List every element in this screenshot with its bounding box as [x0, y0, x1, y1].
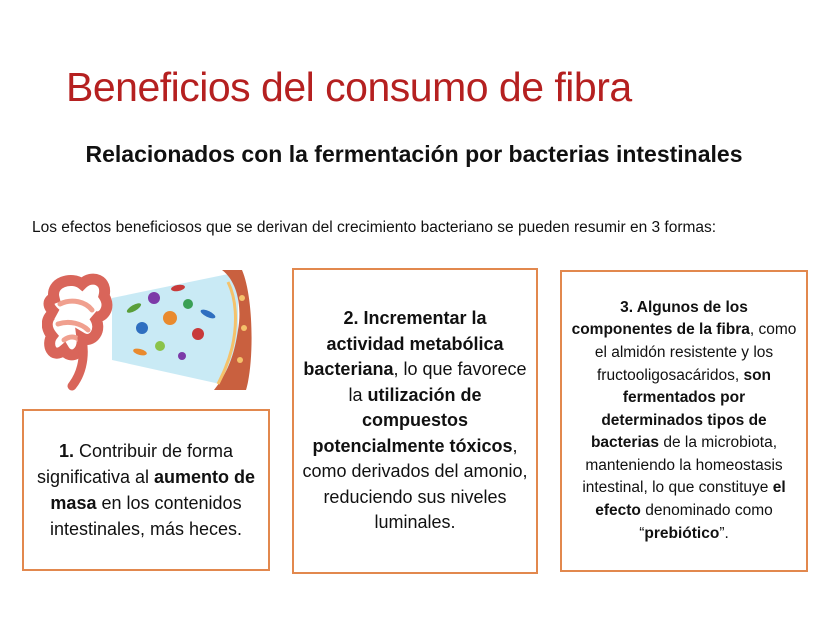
intestine-microbiota-illustration	[42, 268, 254, 392]
slide-title: Beneficios del consumo de fibra	[66, 64, 632, 110]
benefit-box-2	[292, 268, 538, 574]
intestine-icon	[47, 279, 107, 386]
text-fragment: en los contenidos intestinales, más heces.	[49, 493, 243, 539]
text-fragment: , lo que favorece la	[348, 359, 527, 405]
benefit-box-1	[22, 409, 270, 571]
text-fragment: , como el almidón resistente y los fructooligosacáridos,	[594, 321, 797, 384]
text-fragment: Contribuir de forma significativa al	[36, 441, 234, 487]
benefit-number-1: 1.	[58, 441, 74, 461]
benefit-box-3	[560, 270, 808, 572]
text-emphasis: aumento de masa	[50, 467, 256, 513]
text-emphasis: utilización de compuestos potencialmente tóxicos	[312, 384, 513, 456]
text-emphasis: el efecto	[595, 479, 786, 520]
text-emphasis: 3. Algunos de los componentes de la fibra	[571, 298, 750, 339]
intro-text: Los efectos beneficiosos que se derivan del crecimiento bacteriano se pueden resumir en 3 formas:	[32, 219, 717, 236]
text-emphasis: son fermentados por determinados tipos de bacterias	[590, 366, 772, 452]
text-fragment: de la microbiota, manteniendo la homeostasis intestinal, lo que constituye	[582, 434, 783, 497]
slide-subtitle: Relacionados con la fermentación por bacterias intestinales	[85, 141, 743, 167]
benefit-text-3	[570, 297, 798, 546]
benefit-text-2	[302, 306, 528, 536]
text-fragment: , como derivados del amonio, reduciendo sus niveles luminales.	[302, 435, 528, 533]
text-fragment: ”.	[719, 524, 729, 542]
benefit-text-1	[34, 438, 258, 542]
text-fragment: denominado como “	[639, 502, 773, 542]
text-emphasis: 2. Incrementar la actividad metabólica bacteriana	[303, 308, 504, 380]
text-emphasis: prebiótico	[644, 524, 720, 542]
